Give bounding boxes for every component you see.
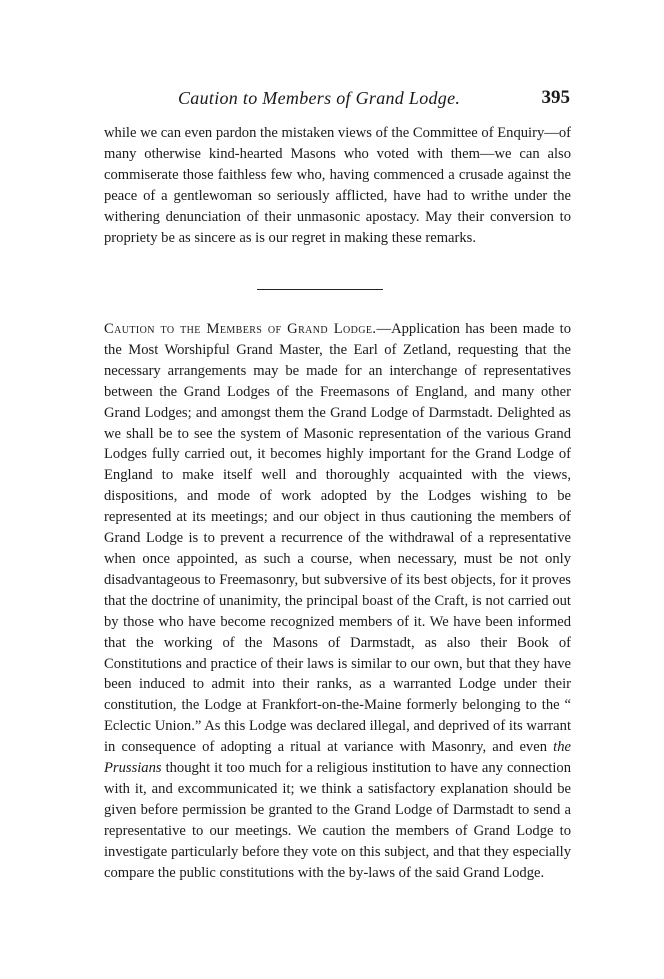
running-title: Caution to Members of Grand Lodge. xyxy=(178,88,461,108)
bleed-through-noise-bottom xyxy=(104,950,574,962)
paragraph-body-2: thought it too much for a religious institution to have any connection with it, and excommunicated it; we think a satisfactory explanation should be given before permission be granted to the Grand Lodge of Darmstadt to send a representative to our meetings. We caution the members of Grand Lodge to investigate particularly before they vote on this subject, and that they especially compare the public constitutions with the by-laws of the said Grand Lodge. xyxy=(104,760,571,881)
running-head xyxy=(104,88,574,114)
paragraph-body-1: —Application has been made to the Most Worshipful Grand Master, the Earl of Zetland, requesting that the necessary arrangements may be made for an interchange of representatives between the Grand Lodges of the Freemasons of England, and many other Grand Lodges; and amongst them the Grand Lodge of Darmstadt. Delighted as we shall be to see the system of Masonic representation of the various Grand Lodges fully carried out, it becomes highly important for the Grand Lodge of England to make itself well and thoroughly acquainted with the views, dispositions, and mode of work adopted by the Lodges wishing to be represented at its meetings; and our object in thus cautioning the members of Grand Lodge is to prevent a recurrence of the withdrawal of a representative when once appointed, as such a course, when necessary, must be not only disadvantageous to Freemasonry, but subversive of its best objects, for it proves that the doctrine of unanimity, the principal boast of the Craft, is not carried out by those who have become recognized members of it. We have been informed that the working of the Masons of Darmstadt, as also their Book of Constitutions and practice of their laws is similar to our own, but that they have been induced to admit into their ranks, as a warranted Lodge under their constitution, the Lodge at Frankfort-on-the-Maine formerly belonging to the “ Eclectic Union.” As this Lodge was declared illegal, and deprived of its warrant in consequence of adopting a ritual at variance with Masonry, and even xyxy=(104,321,572,756)
italic-phrase: the Prussians xyxy=(104,739,571,777)
bleed-through-noise xyxy=(104,262,574,274)
section-divider-rule xyxy=(257,289,383,290)
paragraph-continued: while we can even pardon the mistaken views of the Committee of Enquiry—of many otherwise kind-hearted Masons who voted with them—we can also commiserate those faithless few who, having commenced a crusade against the peace of a gentlewoman so seriously afflicted, have had to writhe under the withering denunciation of their unmasonic apostacy. May their conversion to propriety be as sincere as is our regret in making these remarks. xyxy=(104,125,571,246)
page-number: 395 xyxy=(541,87,570,108)
section-heading: Caution to the Members of Grand Lodge. xyxy=(104,321,377,337)
paragraph-caution xyxy=(104,319,571,883)
